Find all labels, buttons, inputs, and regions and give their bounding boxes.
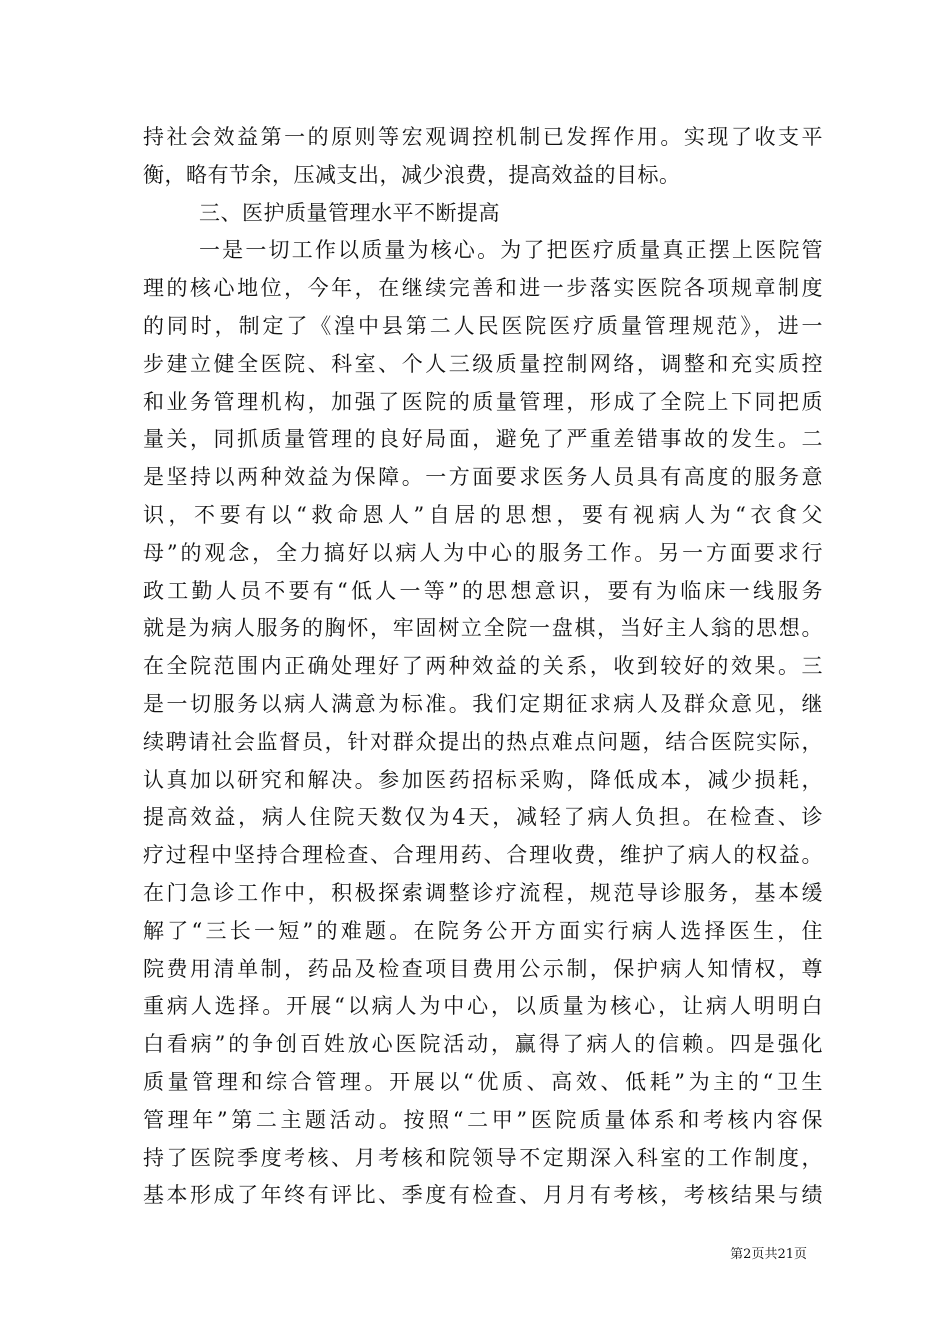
text-line: 白看病”的争创百姓放心医院活动，赢得了病人的信赖。四是强化	[143, 1032, 823, 1057]
text-line: 重病人选择。开展“以病人为中心，以质量为核心，让病人明明白	[143, 994, 823, 1019]
text-line: 解了“三长一短”的难题。在院务公开方面实行病人选择医生，住	[143, 918, 823, 943]
text-line: 是坚持以两种效益为保障。一方面要求医务人员具有高度的服务意	[143, 465, 823, 490]
text-line: 衡，略有节余，压减支出，减少浪费，提高效益的目标。	[143, 162, 681, 187]
text-line: 和业务管理机构，加强了医院的质量管理，形成了全院上下同把质	[143, 389, 823, 414]
text-line: 一是一切工作以质量为核心。为了把医疗质量真正摆上医院管	[199, 238, 823, 263]
text-line: 质量管理和综合管理。开展以“优质、高效、低耗”为主的“卫生	[143, 1069, 823, 1094]
text-line: 母”的观念，全力搞好以病人为中心的服务工作。另一方面要求行	[143, 540, 823, 565]
text-line: 提高效益，病人住院天数仅为4天，减轻了病人负担。在检查、诊	[143, 805, 823, 830]
text-line: 的同时，制定了《湟中县第二人民医院医疗质量管理规范》，进一	[143, 313, 823, 338]
text-line: 就是为病人服务的胸怀，牢固树立全院一盘棋，当好主人翁的思想。	[143, 616, 823, 641]
text-line: 理的核心地位，今年，在继续完善和进一步落实医院各项规章制度	[143, 276, 823, 301]
text-line: 在门急诊工作中，积极探索调整诊疗流程，规范导诊服务，基本缓	[143, 880, 823, 905]
text-line: 识，不要有以“救命恩人”自居的思想，要有视病人为“衣食父	[143, 502, 823, 527]
document-body	[143, 119, 823, 1215]
text-line: 管理年”第二主题活动。按照“二甲”医院质量体系和考核内容保	[143, 1107, 823, 1132]
page-number-footer: 第2页共21页	[730, 1247, 807, 1262]
text-line: 持了医院季度考核、月考核和院领导不定期深入科室的工作制度，	[143, 1145, 823, 1170]
text-line: 疗过程中坚持合理检查、合理用药、合理收费，维护了病人的权益。	[143, 843, 823, 868]
text-line: 认真加以研究和解决。参加医药招标采购，降低成本，减少损耗，	[143, 767, 823, 792]
text-line: 政工勤人员不要有“低人一等”的思想意识，要有为临床一线服务	[143, 578, 823, 603]
section-heading: 三、医护质量管理水平不断提高	[199, 200, 500, 225]
text-line: 院费用清单制，药品及检查项目费用公示制，保护病人知情权，尊	[143, 956, 823, 981]
text-line: 续聘请社会监督员，针对群众提出的热点难点问题，结合医院实际，	[143, 729, 823, 754]
text-line: 基本形成了年终有评比、季度有检查、月月有考核，考核结果与绩	[143, 1183, 823, 1208]
text-line: 在全院范围内正确处理好了两种效益的关系，收到较好的效果。三	[143, 654, 823, 679]
text-line: 步建立健全医院、科室、个人三级质量控制网络，调整和充实质控	[143, 351, 823, 376]
text-line: 量关，同抓质量管理的良好局面，避免了严重差错事故的发生。二	[143, 427, 823, 452]
text-line: 是一切服务以病人满意为标准。我们定期征求病人及群众意见，继	[143, 691, 823, 716]
text-line: 持社会效益第一的原则等宏观调控机制已发挥作用。实现了收支平	[143, 125, 823, 149]
